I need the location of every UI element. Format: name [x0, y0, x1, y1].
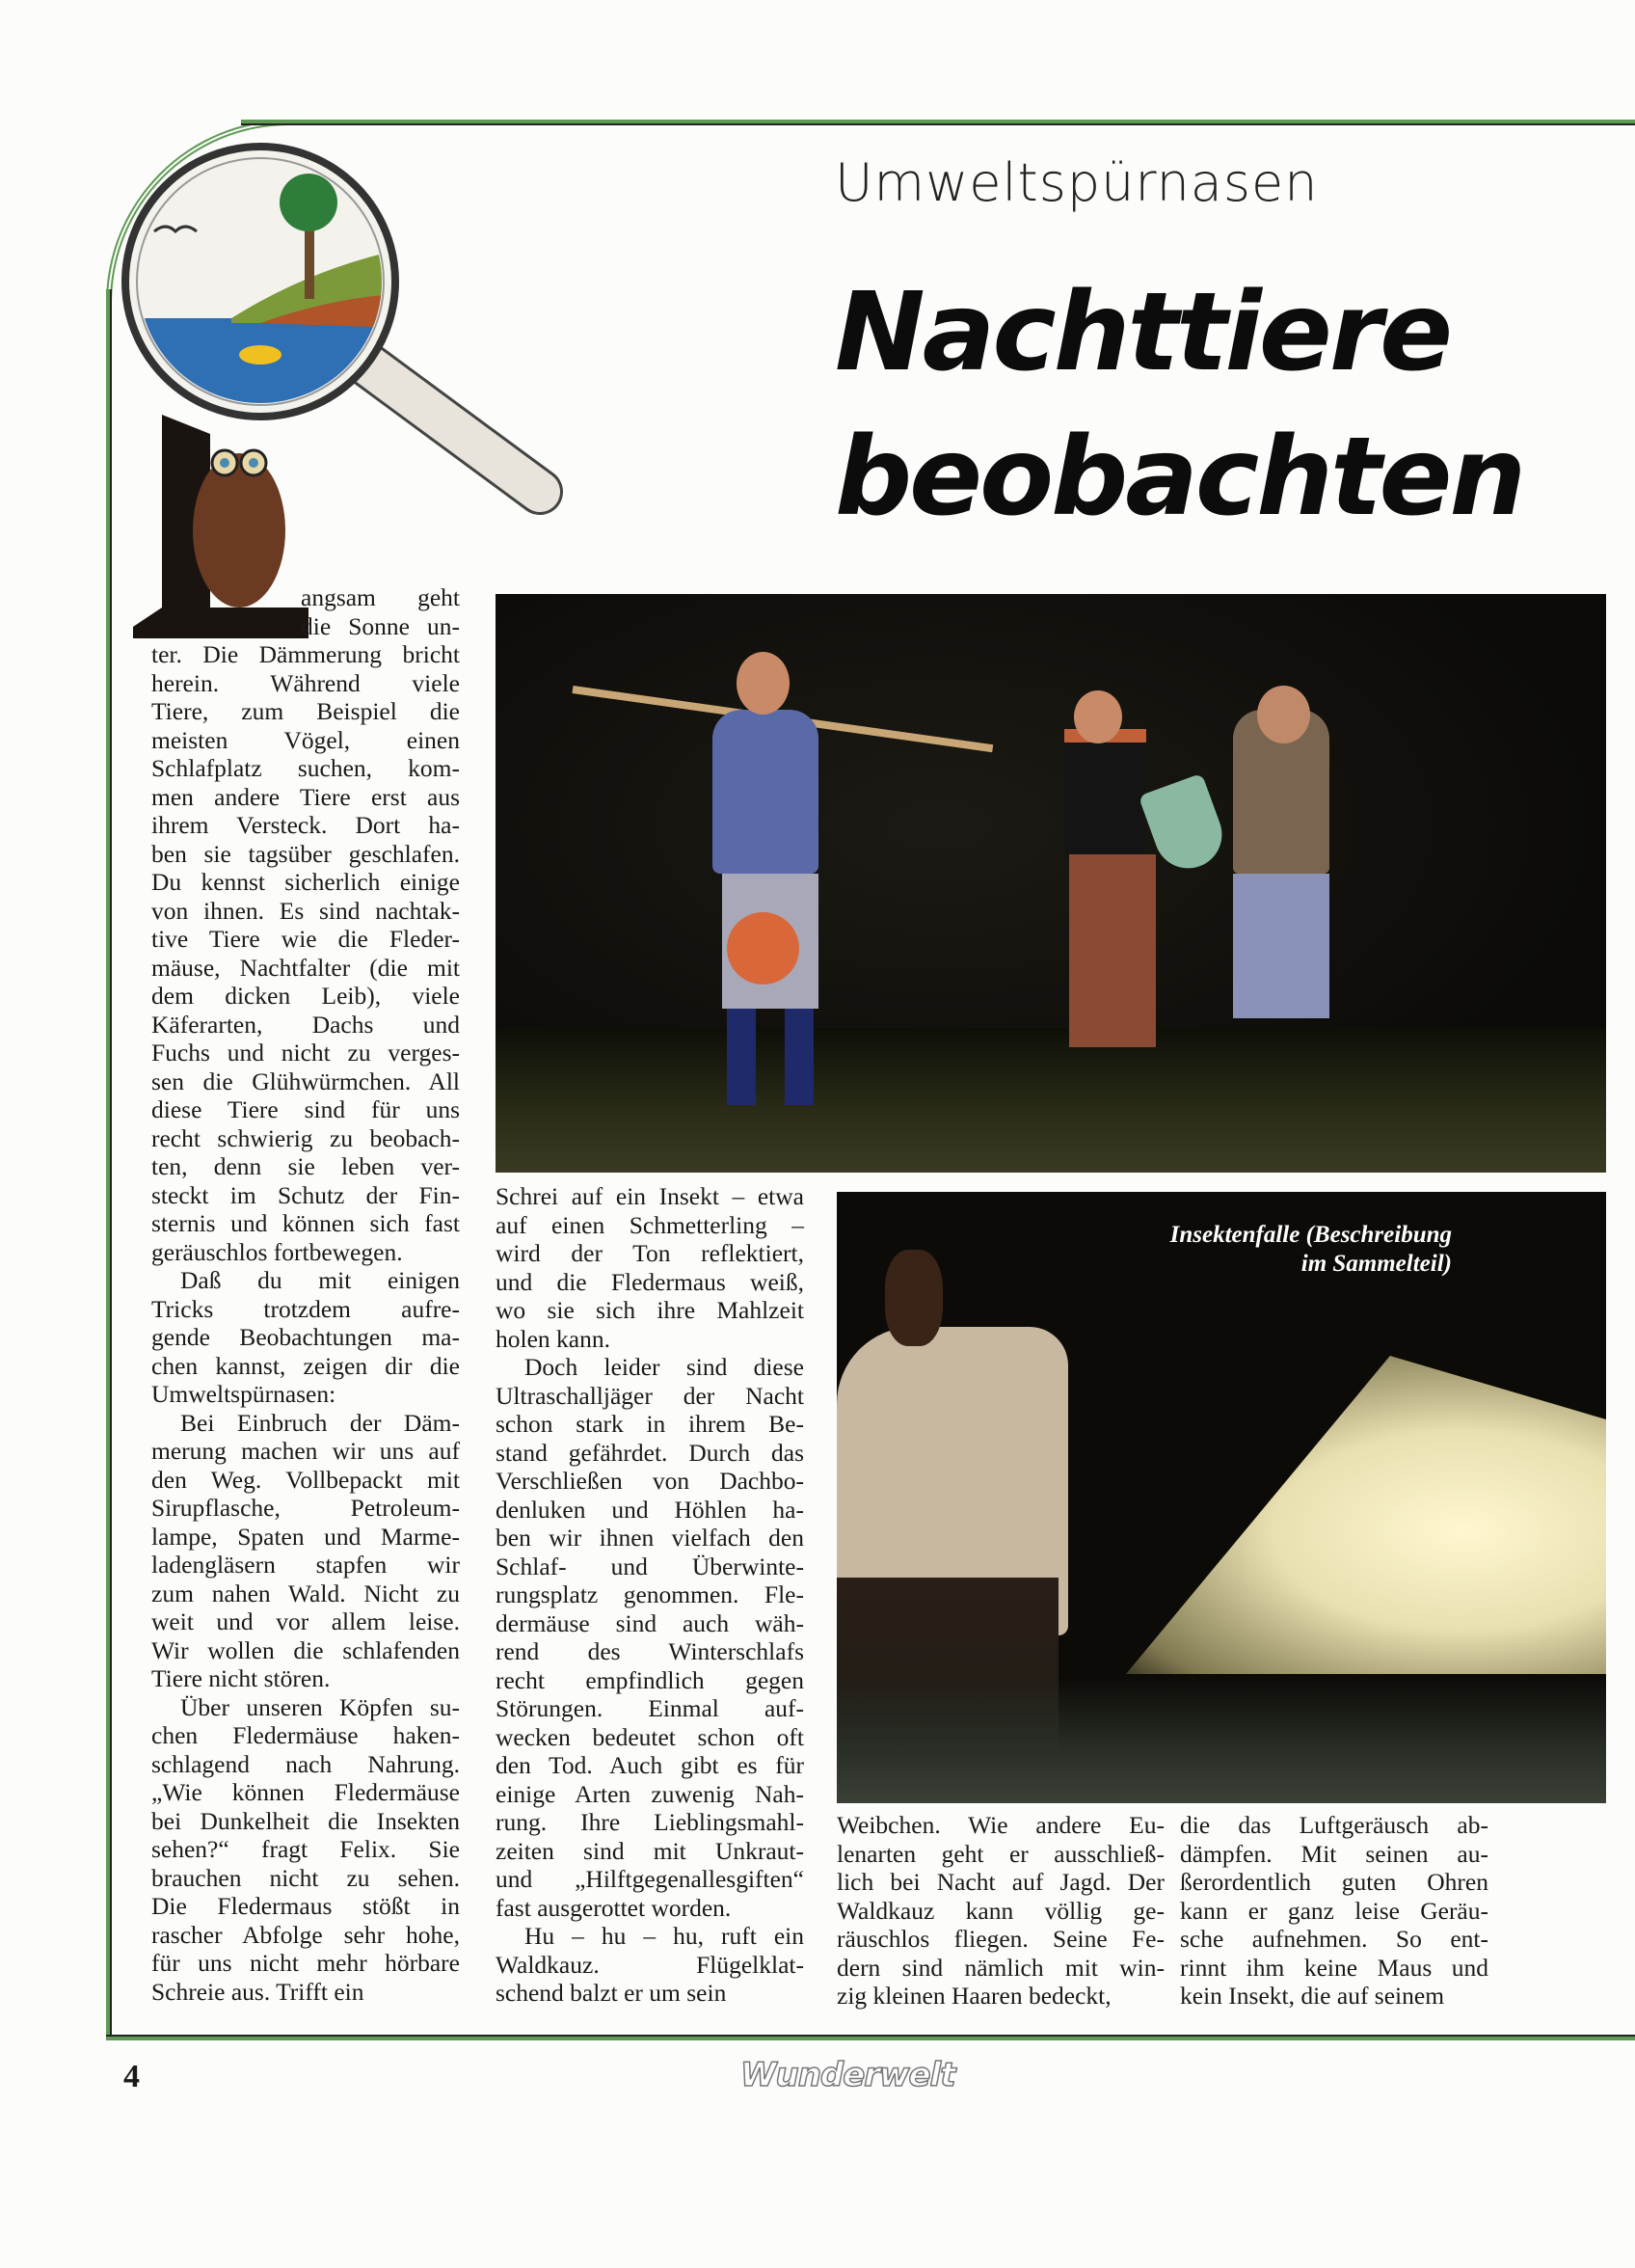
text-line: Waldkauz. Flügelklat-: [496, 1950, 804, 1979]
text-line: Störungen. Einmal auf-: [496, 1694, 804, 1722]
text-line: diese Tiere sind für uns: [151, 1095, 460, 1123]
text-line: rungsplatz genommen. Fle-: [496, 1580, 804, 1608]
text-line: dermäuse sind auch wäh-: [496, 1608, 804, 1637]
text-line: kann er ganz leise Geräu-: [1180, 1896, 1488, 1925]
text-line: Verschließen von Dachbo-: [496, 1467, 804, 1495]
paragraph: [1180, 1811, 1488, 2011]
text-line: die das Luftgeräusch ab-: [1180, 1811, 1488, 1839]
text-line: wird der Ton reflektiert,: [496, 1239, 804, 1267]
text-line: fast ausgerottet worden.: [496, 1893, 732, 1922]
photo-caption: [1170, 1221, 1452, 1279]
title-line-1: Nachttiere: [835, 270, 1451, 395]
text-line: Du kennst sicherlich einige: [151, 868, 460, 896]
text-line: Umweltspürnasen:: [151, 1380, 336, 1408]
text-line: Sirupflasche, Petroleum-: [151, 1494, 460, 1522]
text-line: Schreie aus. Trifft ein: [151, 1977, 364, 2006]
text-line: sche aufnehmen. So ent-: [1180, 1925, 1488, 1953]
paragraph: [151, 1409, 460, 1693]
paragraph: [837, 1811, 1165, 2011]
text-line: recht schwierig zu beobach-: [151, 1123, 460, 1152]
page-number: 4: [123, 2059, 140, 2094]
text-line: tive Tiere wie die Fleder-: [151, 925, 460, 953]
paragraph: [151, 1693, 460, 2007]
text-line: Fuchs und nicht zu verges-: [151, 1039, 460, 1066]
text-line: Schlafplatz suchen, kom-: [151, 754, 460, 782]
text-line: Tiere, zum Beispiel die: [151, 697, 460, 725]
text-line: einige Arten zuwenig Nah-: [496, 1779, 804, 1808]
text-line: zeiten sind mit Unkraut-: [496, 1836, 804, 1865]
text-line: Schrei auf ein Insekt – etwa: [496, 1182, 804, 1210]
text-line: holen kann.: [496, 1324, 610, 1353]
text-line: stand gefährdet. Durch das: [496, 1438, 804, 1467]
text-line: ladengläsern stapfen wir: [151, 1551, 460, 1579]
text-line: den Tod. Auch gibt es für: [496, 1751, 804, 1779]
text-line: recht empfindlich gegen: [496, 1665, 804, 1694]
text-line: sternis und können sich fast: [151, 1209, 460, 1237]
page-title: [835, 260, 1523, 550]
text-line: rascher Abfolge sehr hohe,: [151, 1920, 460, 1949]
text-line: chen kannst, zeigen dir die: [151, 1351, 460, 1380]
photo-insect-trap: [837, 1192, 1606, 1803]
text-line: Über unseren Köpfen su-: [180, 1692, 460, 1721]
frame-left-rule: [106, 289, 112, 2039]
text-line: Schlaf- und Überwinte-: [496, 1552, 804, 1580]
text-line: steckt im Schutz der Fin-: [151, 1180, 460, 1209]
text-line: zig kleinen Haaren bedeckt,: [837, 1982, 1112, 2010]
text-line: Doch leider sind diese: [524, 1353, 804, 1381]
text-line: rung. Ihre Lieblingsmahl-: [496, 1808, 804, 1836]
text-line: lampe, Spaten und Marme-: [151, 1522, 460, 1551]
text-line: „Wie können Fledermäuse: [151, 1778, 460, 1806]
text-line: dern sind nämlich mit win-: [837, 1953, 1165, 1982]
text-line: von ihnen. Es sind nachtak-: [151, 896, 460, 925]
text-line: schon stark in ihrem Be-: [496, 1410, 804, 1438]
paragraph: [151, 1266, 460, 1409]
photo-night-walk: [496, 594, 1606, 1173]
text-line: gende Beobachtungen ma-: [151, 1323, 460, 1351]
text-line: schend balzt er um sein: [496, 1979, 727, 2007]
text-column-4: [1180, 1811, 1488, 2011]
text-line: men andere Tiere erst aus: [151, 782, 460, 811]
text-line: lich bei Nacht auf Jagd. Der: [837, 1868, 1165, 1896]
text-line: wo sie sich ihre Mahlzeit: [496, 1296, 804, 1324]
text-line: dämpfen. Mit seinen au-: [1180, 1839, 1488, 1868]
text-line: ben wir ihnen vielfach den: [496, 1524, 804, 1552]
text-line: Die Fledermaus stößt in: [151, 1892, 460, 1920]
text-line: meisten Vögel, einen: [151, 725, 460, 754]
text-line: geräuschlos fortbewegen.: [151, 1237, 403, 1266]
text-line: die Sonne un-: [301, 611, 460, 640]
text-column-2: [496, 1182, 804, 2008]
text-line: ter. Die Dämmerung bricht: [151, 640, 460, 668]
text-line: rinnt ihm keine Maus und: [1180, 1953, 1488, 1982]
text-line: denluken und Höhlen ha-: [496, 1495, 804, 1524]
text-line: Tiere nicht stören.: [151, 1664, 331, 1692]
text-line: dem dicken Leib), viele: [151, 982, 460, 1010]
text-line: sehen?“ fragt Felix. Sie: [151, 1835, 460, 1863]
text-line: Hu – hu – hu, ruft ein: [524, 1922, 804, 1950]
text-line: angsam geht: [301, 583, 460, 611]
text-line: ihrem Versteck. Dort ha-: [151, 811, 460, 839]
text-line: weit und vor allem leise.: [151, 1607, 460, 1635]
text-line: ßerordentlich guten Ohren: [1180, 1868, 1488, 1896]
text-line: chen Fledermäuse haken-: [151, 1721, 460, 1749]
text-line: mäuse, Nachtfalter (die mit: [151, 953, 460, 982]
text-line: auf einen Schmetterling –: [496, 1210, 804, 1239]
caption-line-2: im Sammelteil): [1300, 1251, 1452, 1277]
section-kicker: Umweltspürnasen: [835, 152, 1319, 213]
text-line: räuschlos fliegen. Seine Fe-: [837, 1925, 1165, 1953]
title-line-2: beobachten: [835, 415, 1524, 540]
paragraph: [496, 1922, 804, 2008]
text-line: und „Hilftgegenallesgiften“: [496, 1865, 804, 1893]
text-line: merung machen wir uns auf: [151, 1437, 460, 1465]
magazine-logo: Wunderwelt: [740, 2056, 955, 2094]
text-line: Ultraschalljäger der Nacht: [496, 1381, 804, 1410]
text-line: für uns nicht mehr hörbare: [151, 1949, 460, 1977]
text-line: Daß du mit einigen: [180, 1266, 460, 1294]
text-line: den Weg. Vollbepackt mit: [151, 1465, 460, 1494]
text-line: schlagend nach Nahrung.: [151, 1749, 460, 1778]
text-line: brauchen nicht zu sehen.: [151, 1863, 460, 1892]
text-line: ben sie tagsüber geschlafen.: [151, 839, 460, 868]
text-line: kein Insekt, die auf seinem: [1180, 1982, 1445, 2010]
text-line: herein. Während viele: [151, 668, 460, 697]
text-line: bei Dunkelheit die Insekten: [151, 1806, 460, 1835]
text-line: Wir wollen die schlafenden: [151, 1635, 460, 1664]
text-line: lenarten geht er ausschließ-: [837, 1839, 1165, 1868]
text-line: rend des Winterschlafs: [496, 1637, 804, 1665]
text-line: Waldkauz kann völlig ge-: [837, 1896, 1165, 1925]
text-line: wecken bedeutet schon oft: [496, 1722, 804, 1751]
text-line: Bei Einbruch der Däm-: [180, 1408, 460, 1437]
paragraph: [151, 583, 460, 1266]
paragraph: [496, 1182, 804, 1353]
text-line: ten, denn sie leben ver-: [151, 1152, 460, 1180]
text-line: Weibchen. Wie andere Eu-: [837, 1811, 1165, 1839]
frame-bottom-rule: [106, 2035, 1635, 2040]
text-line: Käferarten, Dachs und: [151, 1010, 460, 1039]
text-line: zum nahen Wald. Nicht zu: [151, 1579, 460, 1607]
caption-line-1: Insektenfalle (Beschreibung: [1169, 1222, 1452, 1248]
text-column-3: [837, 1811, 1165, 2011]
text-line: Tricks trotzdem aufre-: [151, 1294, 460, 1323]
text-line: und die Fledermaus weiß,: [496, 1267, 804, 1296]
text-column-1: [151, 583, 460, 2006]
paragraph: [496, 1353, 804, 1922]
text-line: sen die Glühwürmchen. All: [151, 1066, 460, 1095]
